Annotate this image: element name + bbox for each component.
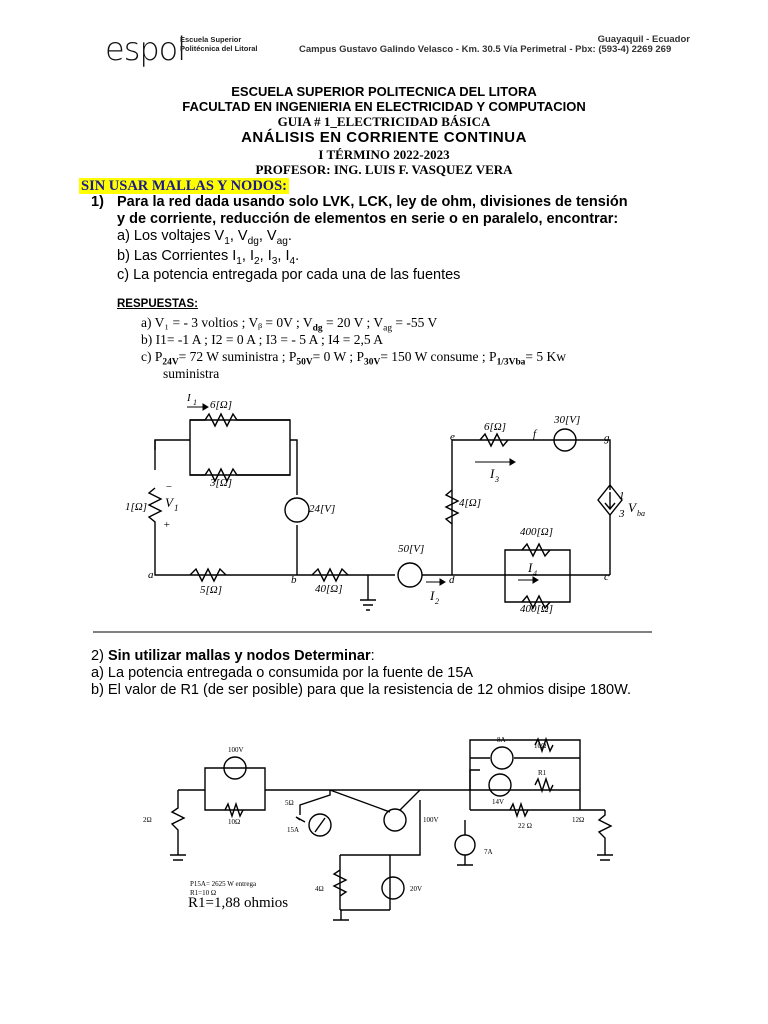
title-line1: ESCUELA SUPERIOR POLITECNICA DEL LITORA: [231, 84, 537, 99]
label-I2: I: [430, 588, 435, 603]
label-r12: 12Ω: [572, 816, 585, 824]
answer2-r1-final: R1=1,88 ohmios: [188, 895, 289, 911]
label-v1-sub: 1: [174, 503, 179, 513]
q2-item-b: b) El valor de R1 (de ser posible) para que la resistencia de 12 ohmios disipe 180W.: [91, 682, 632, 698]
label-r4b: 4Ω: [315, 885, 324, 893]
q1-number: 1): [91, 194, 104, 210]
label-r400b: 400[Ω]: [520, 603, 554, 615]
q1-item-a: a) Los voltajes $V_1$, $V_{dg}$, $V_{ag}$.: [117, 228, 292, 247]
header-address: Campus Gustavo Galindo Velasco - Km. 30.5 Vía Perimetral - Pbx: (593-4) 2269 269: [299, 44, 672, 55]
label-I3-sub: 3: [495, 475, 499, 484]
label-vba-num: 1: [619, 490, 625, 502]
label-v30: 30[V]: [554, 414, 581, 426]
logo-subtitle-line1: Escuela Superior: [180, 35, 242, 44]
label-r6a: 6[Ω]: [210, 399, 233, 411]
label-i8: 8A: [497, 736, 506, 744]
label-r40: 40[Ω]: [315, 583, 343, 595]
label-v1: V: [165, 495, 173, 510]
q1-line1: Para la red dada usando solo LVK, LCK, ley de ohm, divisiones de tensión: [117, 194, 628, 210]
label-f: f: [533, 428, 537, 440]
label-r22: 22 Ω: [518, 822, 532, 830]
label-r10b: 10Ω: [534, 742, 547, 750]
label-I1: I: [187, 392, 191, 404]
label-v24: 24[V]: [309, 503, 336, 515]
q1-item-c: c) La potencia entregada por cada una de las fuentes: [117, 267, 461, 283]
label-r1: R1: [538, 769, 547, 777]
answer-c-cont: suministra: [163, 366, 220, 381]
title-line2: FACULTAD EN INGENIERIA EN ELECTRICIDAD Y COMPUTACION: [182, 99, 586, 114]
espol-logo: espol: [105, 30, 186, 68]
logo-subtitle-line2: Politécnica del Litoral: [180, 44, 258, 53]
label-g: g: [604, 432, 610, 444]
label-I2-sub: 2: [435, 597, 439, 606]
answer-b: b) I1= -1 A ; I2 = 0 A ; I3 = - 5 A ; I4 = 2,5 A: [141, 332, 383, 347]
label-a: a: [148, 569, 154, 581]
label-i15: 15A: [287, 826, 300, 834]
q2-item-a: a) La potencia entregada o consumida por la fuente de 15A: [91, 665, 474, 681]
label-v14: 14V: [492, 798, 505, 806]
respuestas-label: RESPUESTAS:: [117, 298, 198, 310]
label-b: b: [291, 574, 297, 586]
q1-item-b: b) Las Corrientes $I_1$, $I_2$, $I_3$, $I_4$.: [117, 248, 300, 267]
label-v50: 50[V]: [398, 543, 425, 555]
label-e: e: [450, 431, 455, 443]
label-v20: 20V: [410, 885, 423, 893]
label-I4: I: [528, 560, 533, 575]
label-r5b: 5Ω: [285, 799, 294, 807]
title-line5: I TÉRMINO 2022-2023: [318, 147, 450, 162]
label-r400a: 400[Ω]: [520, 526, 554, 538]
answer2-p15a: P15A= 2625 W entrega: [190, 880, 257, 888]
label-r6b: 6[Ω]: [484, 421, 507, 433]
title-line3: GUIA # 1_ELECTRICIDAD BÁSICA: [277, 114, 491, 129]
label-I1-sub: 1: [193, 398, 197, 407]
label-c: c: [604, 571, 609, 583]
label-i7: 7A: [484, 848, 493, 856]
label-minus: −: [165, 481, 173, 493]
label-r10a: 10Ω: [228, 818, 241, 826]
label-vba-sub: ba: [637, 509, 645, 518]
label-d: d: [449, 574, 455, 586]
answer-c: c) $P_{24V}= 72$ W suministra ; $P_{50V}= 0$ W ; $P_{30V}= 150$ W consume ; $P_{1/3Vba}= 5$ Kw: [141, 349, 567, 368]
title-line4: ANÁLISIS EN CORRIENTE CONTINUA: [241, 129, 527, 146]
label-I4-sub: 4: [533, 569, 537, 578]
label-I3: I: [490, 466, 495, 481]
q2-heading: 2) Sin utilizar mallas y nodos Determinar:: [91, 648, 375, 664]
label-r4: 4[Ω]: [459, 497, 482, 509]
q1-line2: y de corriente, reducción de elementos en serie o en paralelo, encontrar:: [117, 211, 619, 227]
section1-highlight: SIN USAR MALLAS Y NODOS:: [81, 178, 287, 194]
label-v100b: 100V: [423, 816, 439, 824]
label-v100a: 100V: [228, 746, 244, 754]
label-r2: 2Ω: [143, 816, 152, 824]
label-r1: 1[Ω]: [125, 501, 148, 513]
label-r5: 5[Ω]: [200, 584, 223, 596]
label-vba-den: 3: [619, 508, 625, 520]
title-line6: PROFESOR: ING. LUIS F. VASQUEZ VERA: [255, 162, 513, 177]
label-vba: V: [628, 500, 636, 515]
label-r3: 3[Ω]: [210, 477, 233, 489]
answer2-r1-a: R1=10 Ω: [190, 889, 217, 897]
label-plus: +: [163, 519, 171, 531]
answer-a: a) V₁ = - 3 voltios ; Vᵦ = 0V ; $V_{dg} = 20$ V ; $V_{ag} = -55$ V: [141, 315, 438, 334]
header-city: Guayaquil - Ecuador: [597, 34, 690, 45]
